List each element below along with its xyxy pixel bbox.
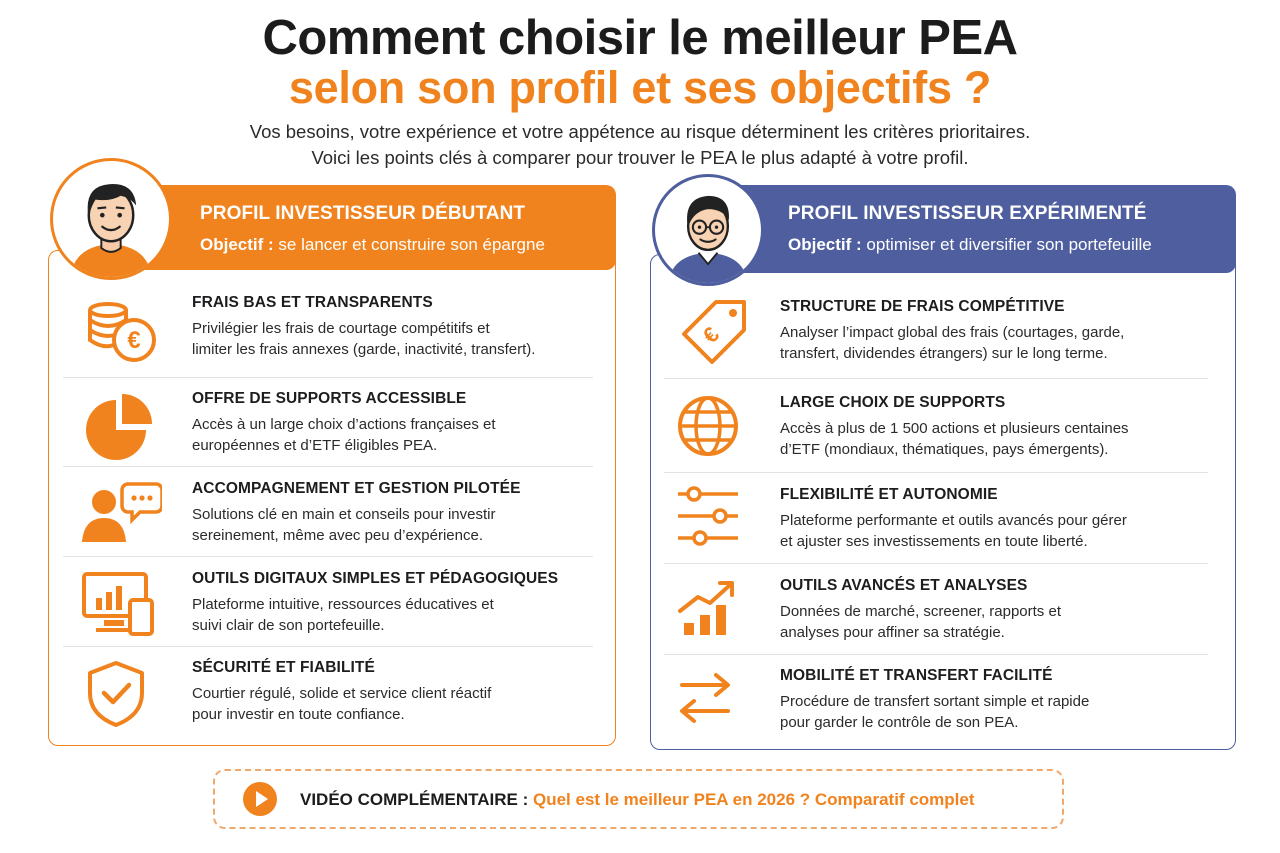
- sliders-icon: [676, 486, 756, 566]
- list-item: [676, 667, 1216, 747]
- list-item: [82, 294, 602, 374]
- beginner-profile-banner: [132, 185, 616, 270]
- item-title: FRAIS BAS ET TRANSPARENTS: [192, 294, 433, 311]
- item-description: Analyser l’impact global des frais (courtages, garde, transfert, dividendes étrangers) sur le long terme.: [780, 324, 1125, 362]
- divider: [63, 646, 593, 647]
- item-title: ACCOMPAGNEMENT ET GESTION PILOTÉE: [192, 480, 521, 497]
- beginner-avatar: [50, 158, 172, 280]
- page-title: Comment choisir le meilleur PEA: [262, 11, 1018, 65]
- coins-euro-icon: [82, 294, 162, 374]
- item-title: OFFRE DE SUPPORTS ACCESSIBLE: [192, 390, 467, 407]
- beginner-objective-text: se lancer et construire son épargne: [278, 235, 545, 254]
- divider: [664, 654, 1208, 655]
- list-item: [676, 577, 1216, 657]
- beginner-person-icon: [53, 161, 169, 277]
- euro-tag-icon: [676, 298, 756, 378]
- svg-text:€: €: [127, 327, 141, 354]
- shield-check-icon: [82, 659, 162, 739]
- item-description: Solutions clé en main et conseils pour investir sereinement, même avec peu d’expérience.: [192, 506, 496, 544]
- growth-chart-icon: [676, 577, 756, 657]
- item-title: MOBILITÉ ET TRANSFERT FACILITÉ: [780, 667, 1053, 684]
- item-title: FLEXIBILITÉ ET AUTONOMIE: [780, 486, 998, 503]
- item-title: OUTILS AVANCÉS ET ANALYSES: [780, 577, 1028, 594]
- beginner-profile-title: PROFIL INVESTISSEUR DÉBUTANT: [200, 203, 526, 224]
- beginner-objective-label: Objectif :: [200, 235, 274, 254]
- expert-person-icon: [655, 177, 761, 283]
- list-item: [82, 570, 602, 650]
- divider: [664, 563, 1208, 564]
- item-title: LARGE CHOIX DE SUPPORTS: [780, 394, 1006, 411]
- list-item: [82, 480, 602, 560]
- divider: [63, 377, 593, 378]
- svg-text:€: €: [697, 321, 725, 349]
- intro-line-2: Voici les points clés à comparer pour trouver le PEA le plus adapté à votre profil.: [311, 147, 969, 168]
- expert-objective: [788, 235, 1236, 255]
- item-description: Accès à plus de 1 500 actions et plusieurs centaines d’ETF (mondiaux, thématiques, pays émergents).: [780, 420, 1129, 458]
- expert-profile-title: PROFIL INVESTISSEUR EXPÉRIMENTÉ: [788, 203, 1147, 224]
- item-title: OUTILS DIGITAUX SIMPLES ET PÉDAGOGIQUES: [192, 570, 559, 587]
- item-title: SÉCURITÉ ET FIABILITÉ: [192, 659, 375, 676]
- list-item: [82, 659, 602, 739]
- list-item: [676, 486, 1216, 566]
- pie-chart-icon: [82, 390, 162, 470]
- item-description: Données de marché, screener, rapports et analyses pour affiner sa stratégie.: [780, 603, 1061, 641]
- item-description: Plateforme intuitive, ressources éducatives et suivi clair de son portefeuille.: [192, 596, 494, 634]
- list-item: [82, 390, 602, 470]
- intro-line-1: Vos besoins, votre expérience et votre appétence au risque déterminent les critères prioritaires.: [249, 121, 1031, 142]
- list-item: [676, 298, 1216, 378]
- monitor-tablet-icon: [82, 570, 162, 650]
- video-link-banner[interactable]: [213, 769, 1064, 829]
- item-title: STRUCTURE DE FRAIS COMPÉTITIVE: [780, 298, 1065, 315]
- item-description: Procédure de transfert sortant simple et rapide pour garder le contrôle de son PEA.: [780, 693, 1090, 731]
- divider: [63, 466, 593, 467]
- page-subtitle-highlight: selon son profil et ses objectifs ?: [288, 62, 992, 113]
- transfer-arrows-icon: [676, 667, 756, 747]
- item-description: Courtier régulé, solide et service client réactif pour investir en toute confiance.: [192, 685, 492, 723]
- video-title-link[interactable]: Quel est le meilleur PEA en 2026 ? Comparatif complet: [532, 790, 975, 809]
- video-label: VIDÉO COMPLÉMENTAIRE :: [300, 790, 529, 809]
- expert-objective-label: Objectif :: [788, 235, 862, 254]
- divider: [63, 556, 593, 557]
- video-text: [300, 790, 975, 810]
- list-item: [676, 394, 1216, 474]
- item-description: Plateforme performante et outils avancés pour gérer et ajuster ses investissements en toute liberté.: [780, 512, 1127, 550]
- item-description: Accès à un large choix d’actions françaises et européennes et d’ETF éligibles PEA.: [192, 416, 496, 454]
- item-description: Privilégier les frais de courtage compétitifs et limiter les frais annexes (garde, inactivité, transfert).: [192, 320, 536, 358]
- divider: [664, 378, 1208, 379]
- expert-objective-text: optimiser et diversifier son portefeuille: [866, 235, 1152, 254]
- user-chat-icon: [82, 480, 162, 560]
- globe-icon: [676, 394, 756, 474]
- divider: [664, 472, 1208, 473]
- play-icon[interactable]: [242, 781, 278, 817]
- expert-avatar: [652, 174, 764, 286]
- intro-text: [0, 119, 1280, 171]
- expert-profile-banner: [720, 185, 1236, 273]
- beginner-objective: [200, 235, 616, 255]
